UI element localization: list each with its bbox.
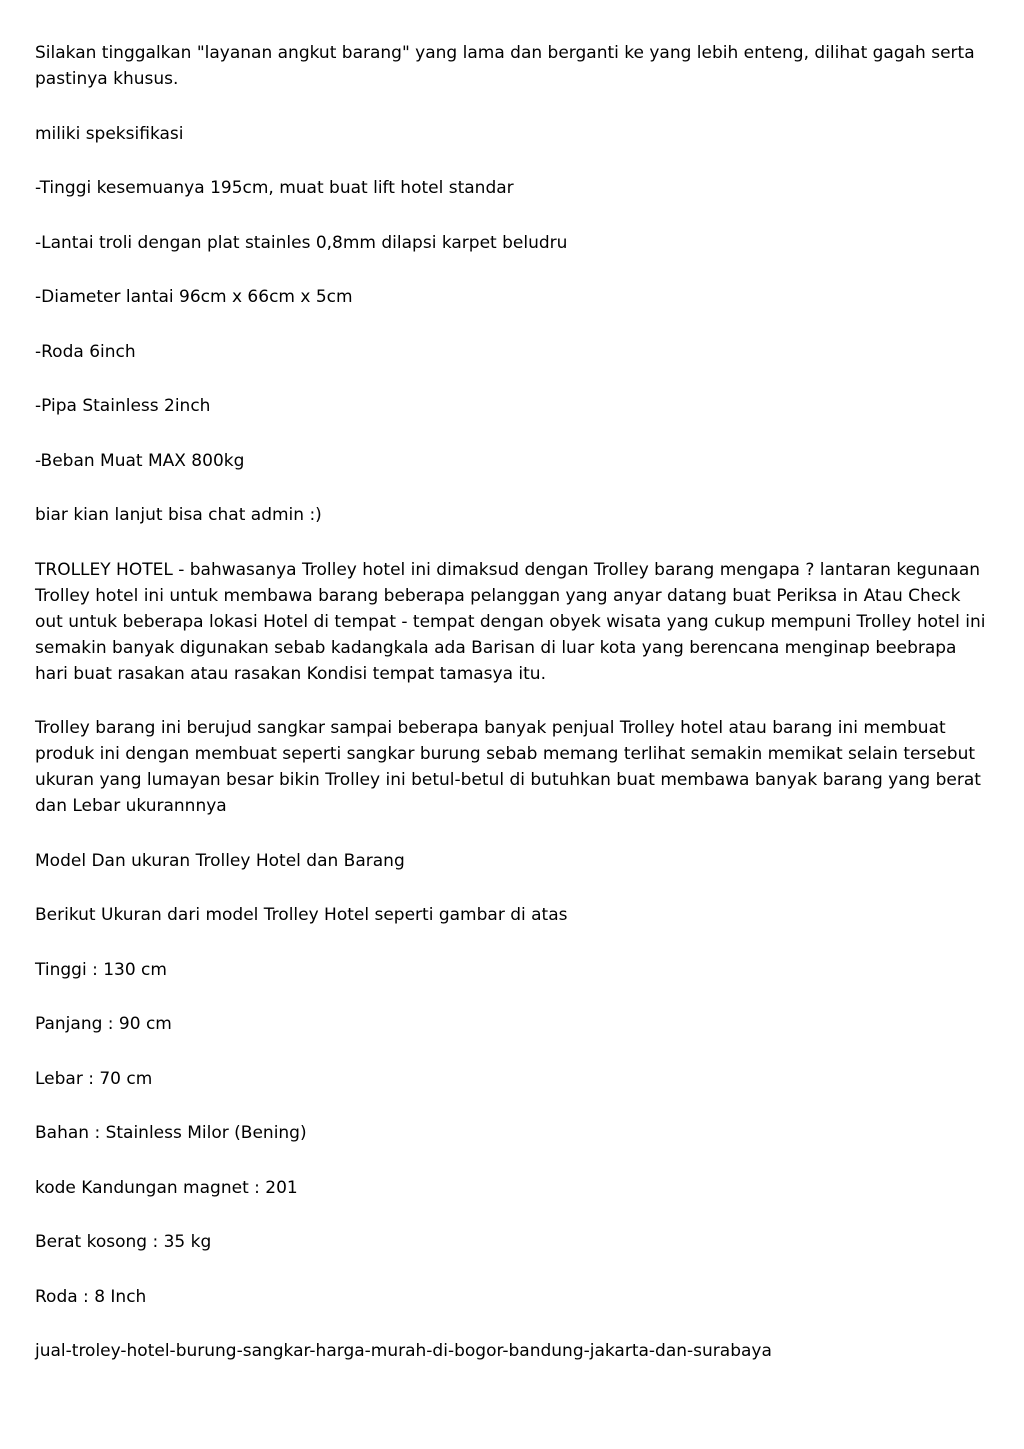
size-item: Berat kosong : 35 kg	[35, 1232, 212, 1252]
section-intro: Berikut Ukuran dari model Trolley Hotel seperti gambar di atas	[35, 905, 568, 925]
spec-item: -Diameter lantai 96cm x 66cm x 5cm	[35, 287, 353, 307]
size-item: Bahan : Stainless Milor (Bening)	[35, 1123, 307, 1143]
document-body	[35, 40, 990, 1393]
section-heading: Model Dan ukuran Trolley Hotel dan Barang	[35, 850, 405, 871]
spec-item: -Tinggi kesemuanya 195cm, muat buat lift hotel standar	[35, 178, 514, 198]
spec-item: -Pipa Stainless 2inch	[35, 396, 211, 416]
size-item: Lebar : 70 cm	[35, 1068, 153, 1089]
size-item: Panjang : 90 cm	[35, 1014, 172, 1034]
intro-paragraph: Silakan tinggalkan "layanan angkut barang" yang lama dan berganti ke yang lebih enteng, dilihat gagah serta pastinya khusus.	[35, 43, 975, 89]
spec-item: -Roda 6inch	[35, 341, 136, 362]
spec-heading: miliki speksifikasi	[35, 123, 184, 144]
slug-text: jual-troley-hotel-burung-sangkar-harga-murah-di-bogor-bandung-jakarta-dan-surabaya	[35, 1341, 772, 1361]
size-item: kode Kandungan magnet : 201	[35, 1177, 298, 1198]
size-item: Roda : 8 Inch	[35, 1286, 147, 1307]
spec-item: -Lantai troli dengan plat stainles 0,8mm dilapsi karpet beludru	[35, 232, 568, 253]
body-paragraph: Trolley barang ini berujud sangkar sampai beberapa banyak penjual Trolley hotel atau barang ini membuat produk ini dengan membuat seperti sangkar burung sebab memang terlihat semakin memikat selain tersebut ukuran yang lumayan besar bikin Trolley ini betul-betul di butuhkan buat membawa banyak barang yang berat dan Lebar ukurannnya	[35, 718, 981, 816]
size-item: Tinggi : 130 cm	[35, 959, 167, 980]
contact-note: biar kian lanjut bisa chat admin :)	[35, 505, 322, 525]
body-paragraph: TROLLEY HOTEL - bahwasanya Trolley hotel ini dimaksud dengan Trolley barang mengapa ? lantaran kegunaan Trolley hotel ini untuk membawa barang beberapa pelanggan yang anyar datang buat Periksa in Atau Check out untuk beberapa lokasi Hotel di tempat - tempat dengan obyek wisata yang cukup mempuni Trolley hotel ini semakin banyak digunakan sebab kadangkala ada Barisan di luar kota yang berencana menginap beebrapa hari buat rasakan atau rasakan Kondisi tempat tamasya itu.	[35, 559, 986, 684]
spec-item: -Beban Muat MAX 800kg	[35, 450, 245, 471]
